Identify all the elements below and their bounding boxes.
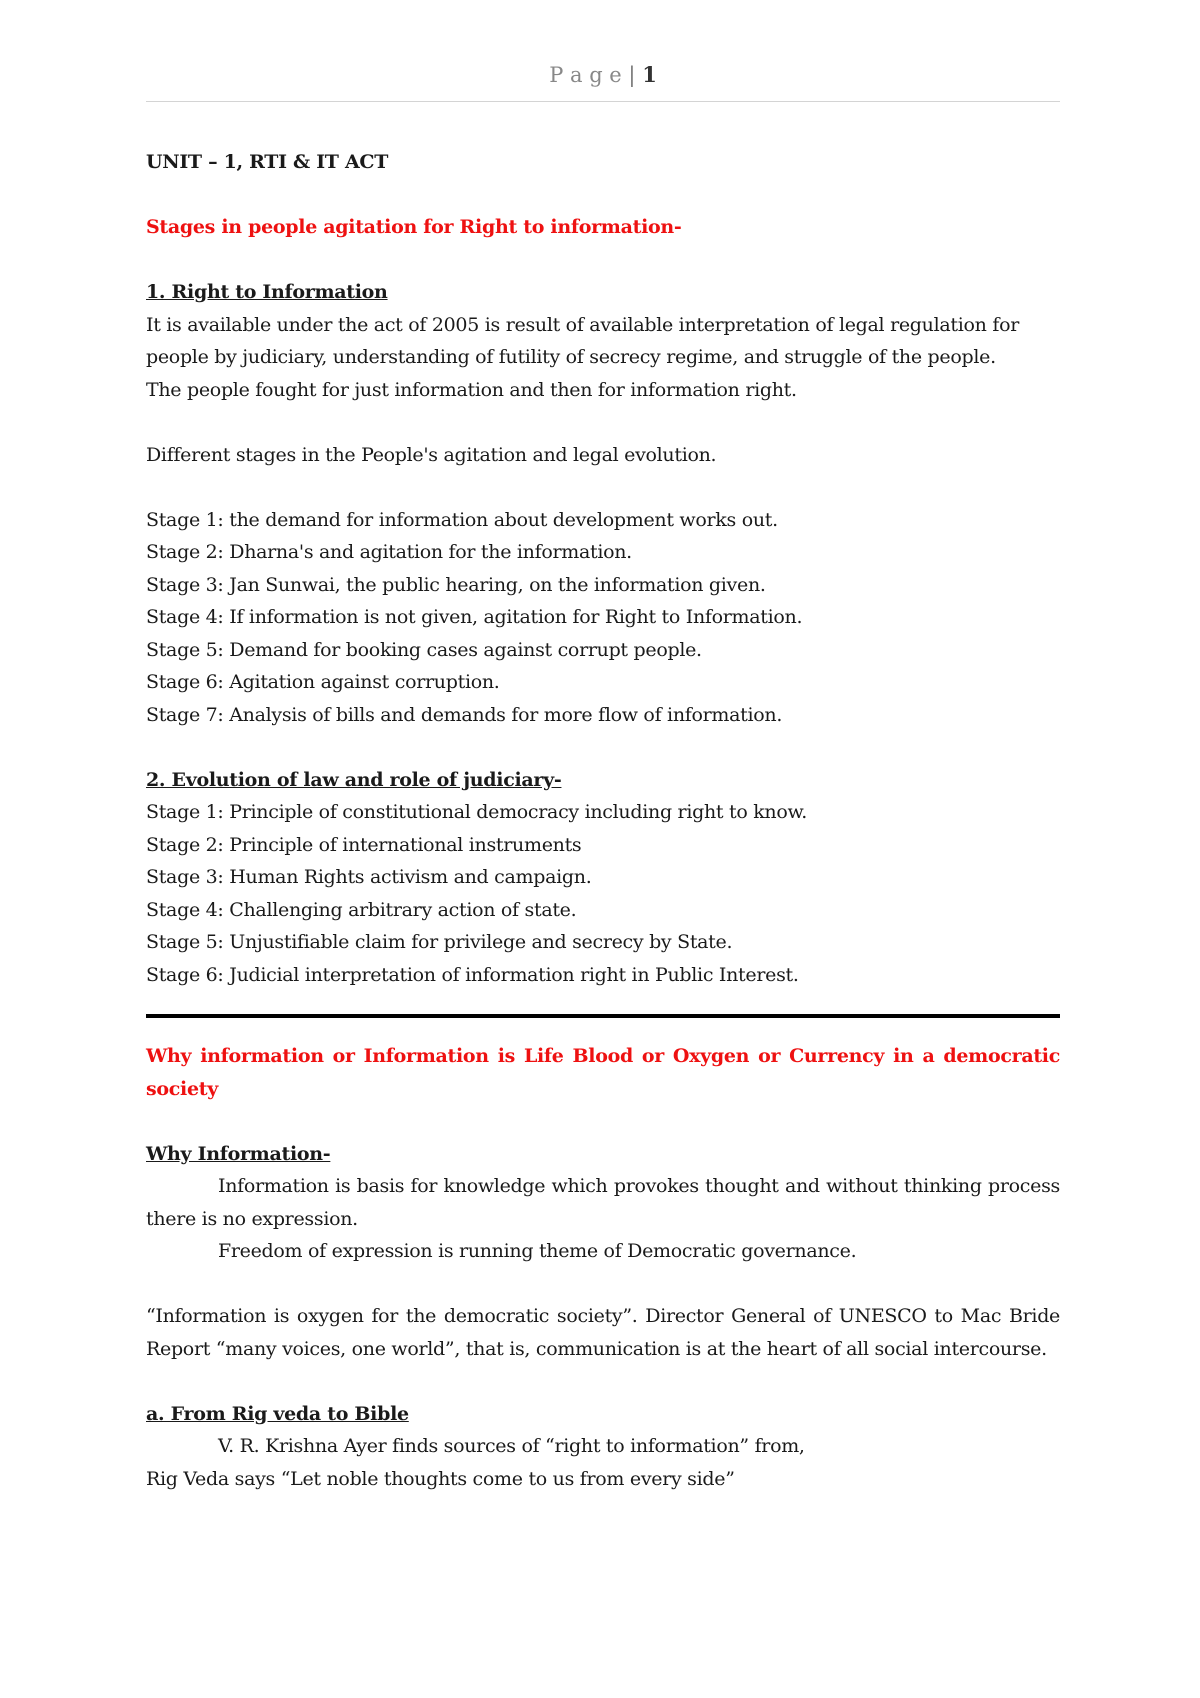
stage-item: Stage 2: Principle of international instruments <box>146 833 582 856</box>
stage-item: Stage 6: Judicial interpretation of information right in Public Interest. <box>146 963 799 986</box>
paragraph: Rig Veda says “Let noble thoughts come to us from every side” <box>146 1467 735 1490</box>
subheading-evolution-of-law: 2. Evolution of law and role of judiciary- <box>146 768 562 791</box>
unit-title: UNIT – 1, RTI & IT ACT <box>146 151 389 173</box>
stage-item: Stage 7: Analysis of bills and demands for more flow of information. <box>146 703 783 726</box>
horizontal-rule <box>146 1014 1060 1018</box>
stage-item: Stage 1: Principle of constitutional democracy including right to know. <box>146 801 807 823</box>
quote-paragraph: “Information is oxygen for the democratic society”. Director General of UNESCO to Mac Bride Report “many voices, one world”, that is, communication is at the heart of all social intercourse. <box>146 1305 1060 1360</box>
stage-item: Stage 2: Dharna's and agitation for the information. <box>146 541 632 563</box>
stage-item: Stage 5: Unjustifiable claim for privilege and secrecy by State. <box>146 931 733 953</box>
stages-intro: Different stages in the People's agitation and legal evolution. <box>146 443 717 466</box>
stage-item: Stage 1: the demand for information about development works out. <box>146 508 778 531</box>
paragraph: V. R. Krishna Ayer finds sources of “right to information” from, <box>218 1435 805 1457</box>
paragraph-line: The people fought for just information and then for information right. <box>146 378 797 401</box>
page-label: P a g e <box>549 63 622 87</box>
stage-item: Stage 4: If information is not given, agitation for Right to Information. <box>146 606 803 628</box>
paragraph-line: people by judiciary, understanding of futility of secrecy regime, and struggle of the people. <box>146 346 996 368</box>
page-header <box>146 62 1060 102</box>
paragraph-line: It is available under the act of 2005 is result of available interpretation of legal regulation for <box>146 313 1019 336</box>
section-heading-stages: Stages in people agitation for Right to information- <box>146 216 682 238</box>
paragraph: Freedom of expression is running theme of Democratic governance. <box>218 1240 857 1262</box>
paragraph: Information is basis for knowledge which provokes thought and without thinking process there is no expression. <box>146 1175 1060 1230</box>
stage-item: Stage 3: Human Rights activism and campaign. <box>146 866 592 888</box>
page-separator: | <box>628 63 636 87</box>
section-heading-information-life-blood: Why information or Information is Life Blood or Oxygen or Currency in a democratic society <box>146 1045 1060 1100</box>
subheading-why-information: Why Information- <box>146 1142 331 1165</box>
stage-item: Stage 6: Agitation against corruption. <box>146 671 500 693</box>
stage-item: Stage 3: Jan Sunwai, the public hearing, on the information given. <box>146 573 766 596</box>
page-number: 1 <box>642 62 657 87</box>
subheading-right-to-information: 1. Right to Information <box>146 281 388 303</box>
document-body <box>146 146 1060 1495</box>
stage-item: Stage 4: Challenging arbitrary action of state. <box>146 898 577 921</box>
subheading-rig-veda-to-bible: a. From Rig veda to Bible <box>146 1402 409 1425</box>
stage-item: Stage 5: Demand for booking cases against corrupt people. <box>146 638 702 661</box>
